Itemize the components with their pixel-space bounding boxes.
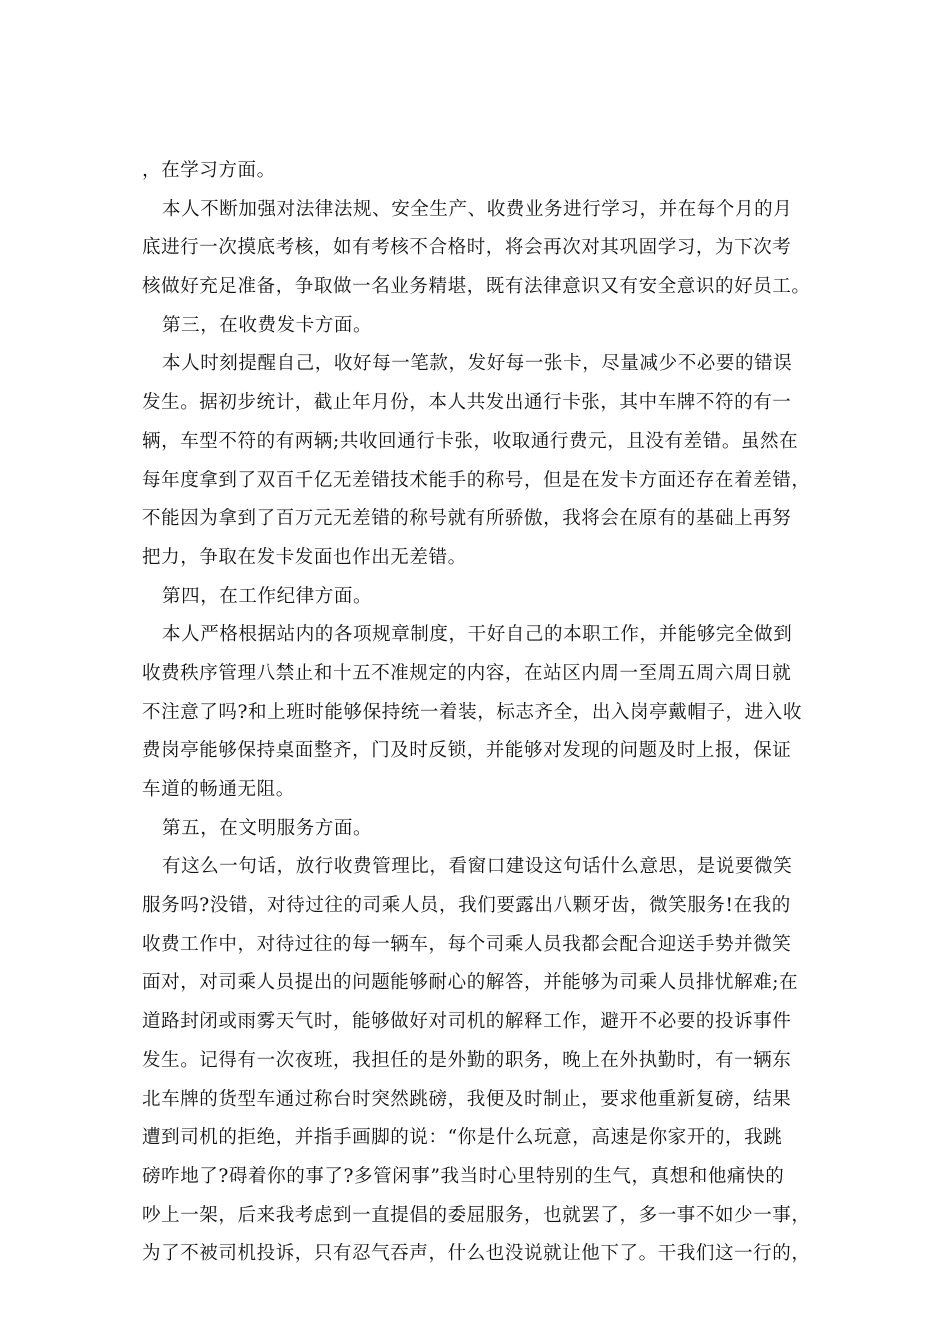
text-line: 核做好充足准备，争取做一名业务精堪，既有法律意识又有安全意识的好员工。 xyxy=(142,276,811,298)
paragraph-start: 本人不断加强对法律法规、安全生产、收费业务进行学习，并在每个月的月 xyxy=(162,198,793,220)
text-line: 遭到司机的拒绝，并指手画脚的说：“你是什么玩意，高速是你家开的，我跳 xyxy=(142,1127,783,1149)
text-line: 把力，争取在发卡发面也作出无差错。 xyxy=(142,546,467,568)
paragraph-start: 本人严格根据站内的各项规章制度，干好自己的本职工作，并能够完全做到 xyxy=(162,624,793,646)
text-line: 发生。记得有一次夜班，我担任的是外勤的职务，晚上在外执勤时，有一辆东 xyxy=(142,1049,792,1071)
text-line: 每年度拿到了双百千亿无差错技术能手的称号，但是在发卡方面还存在着差错， xyxy=(142,469,811,491)
text-line: 吵上一架，后来我考虑到一直提倡的委屈服务，也就罢了，多一事不如少一事， xyxy=(142,1204,811,1226)
section-heading: 第三，在收费发卡方面。 xyxy=(162,314,373,336)
text-line: 面对，对司乘人员提出的问题能够耐心的解答，并能够为司乘人员排忧解难;在 xyxy=(142,972,799,994)
text-line: 磅咋地了?碍着你的事了?多管闲事”我当时心里特别的生气，真想和他痛快的 xyxy=(142,1165,785,1187)
paragraph-start: 有这么一句话，放行收费管理比，看窗口建设这句话什么意思，是说要微笑 xyxy=(162,856,793,878)
text-line: 为了不被司机投诉，只有忍气吞声，什么也没说就让他下了。干我们这一行的， xyxy=(142,1243,811,1265)
paragraph-start: 本人时刻提醒自己，收好每一笔款，发好每一张卡，尽量减少不必要的错误 xyxy=(162,353,793,375)
text-line: 收费工作中，对待过往的每一辆车，每个司乘人员我都会配合迎送手势并微笑 xyxy=(142,933,792,955)
text-line: 费岗亭能够保持桌面整齐，门及时反锁，并能够对发现的问题及时上报，保证 xyxy=(142,740,792,762)
text-line: 底进行一次摸底考核，如有考核不合格时，将会再次对其巩固学习，为下次考 xyxy=(142,237,792,259)
text-line: ，在学习方面。 xyxy=(142,160,276,181)
text-line: 收费秩序管理八禁止和十五不准规定的内容，在站区内周一至周五周六周日就 xyxy=(142,662,792,684)
text-line: 不注意了吗?和上班时能够保持统一着装，标志齐全，出入岗亭戴帽子，进入收 xyxy=(142,701,802,723)
text-line: 不能因为拿到了百万元无差错的称号就有所骄傲，我将会在原有的基础上再努 xyxy=(142,508,792,530)
text-line: 发生。据初步统计，截止年月份，本人共发出通行卡张，其中车牌不符的有一 xyxy=(142,392,792,414)
document-body xyxy=(142,152,822,1274)
section-heading: 第四，在工作纪律方面。 xyxy=(162,585,373,607)
text-line: 北车牌的货型车通过称台时突然跳磅，我便及时制止，要求他重新复磅，结果 xyxy=(142,1088,792,1110)
text-line: 辆，车型不符的有两辆;共收回通行卡张，收取通行费元，且没有差错。虽然在 xyxy=(142,430,799,452)
section-heading: 第五，在文明服务方面。 xyxy=(162,817,373,839)
text-line: 服务吗?没错，对待过往的司乘人员，我们要露出八颗牙齿，微笑服务!在我的 xyxy=(142,895,791,917)
text-line: 车道的畅通无阻。 xyxy=(142,779,295,800)
text-line: 道路封闭或雨雾天气时，能够做好对司机的解释工作，避开不必要的投诉事件 xyxy=(142,1011,792,1033)
